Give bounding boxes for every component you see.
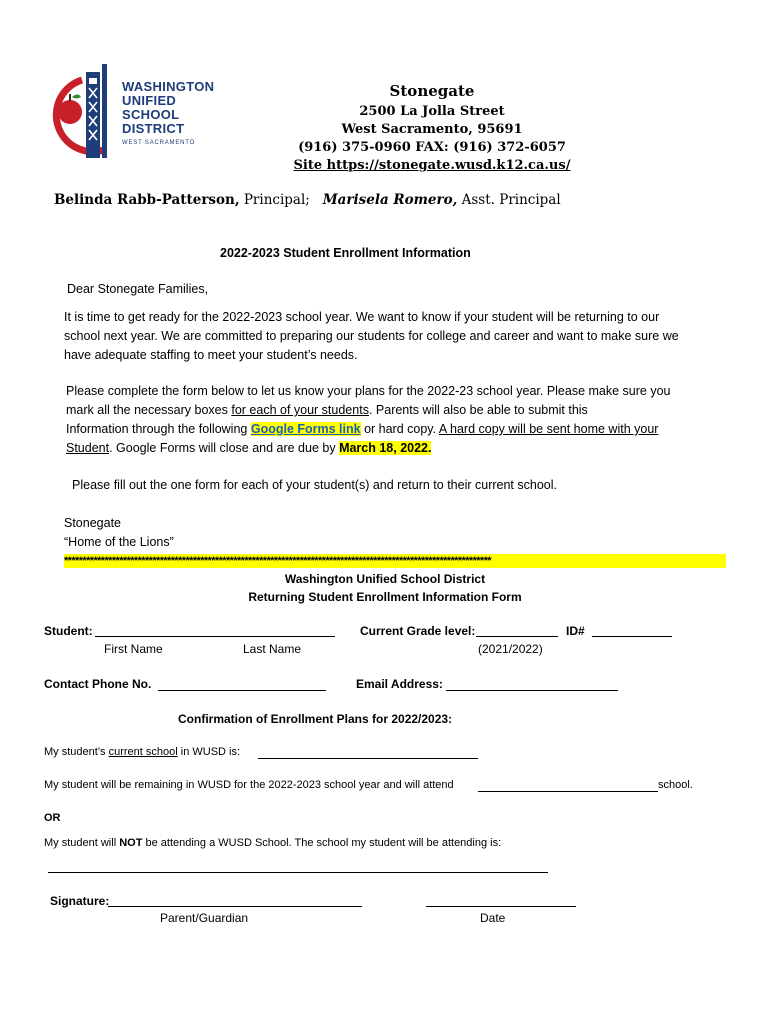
principal-title: Principal; (239, 192, 310, 208)
confirmation-title: Confirmation of Enrollment Plans for 2022/2023: (178, 712, 453, 726)
signature-field[interactable] (108, 906, 362, 907)
school-name: Stonegate (389, 82, 475, 100)
greeting: Dear Stonegate Families, (67, 282, 209, 296)
school-site-link[interactable]: Site https://stonegate.wusd.k12.ca.us/ (293, 158, 571, 173)
not-attending-line (44, 837, 501, 849)
text: be attending a WUSD School. The school my student will be attending is: (142, 837, 502, 849)
school-street: 2500 La Jolla Street (359, 104, 505, 119)
paragraph-3: Please fill out the one form for each of your student(s) and return to their current school. (72, 478, 557, 492)
grade-label: Current Grade level: (360, 624, 476, 638)
logo-line-2: UNIFIED (122, 93, 177, 108)
email-field[interactable] (446, 690, 618, 691)
remain-line-text: My student will be remaining in WUSD for the 2022-2023 school year and will attend (44, 779, 454, 791)
grade-field[interactable] (476, 636, 558, 637)
text: or hard copy. (360, 422, 439, 436)
text: My student will (44, 837, 120, 849)
text: Information through the following (66, 422, 251, 436)
asst-principal-name: Marisela Romero, (322, 192, 458, 208)
not-emphasis: NOT (119, 837, 143, 849)
date-field[interactable] (426, 906, 576, 907)
each-student-emphasis: for each of your students (231, 403, 369, 417)
year-hint: (2021/2022) (478, 642, 543, 656)
remain-line-suffix: school. (658, 779, 693, 791)
divider-asterisks: ******************************************************************************************************************** (64, 554, 726, 568)
school-phone-fax: (916) 375-0960 FAX: (916) 372-6057 (298, 140, 566, 155)
id-field[interactable] (592, 636, 672, 637)
current-school-field[interactable] (258, 758, 478, 759)
due-date: March 18, 2022. (339, 441, 432, 455)
signoff-school: Stonegate (64, 516, 121, 530)
school-city: West Sacramento, 95691 (341, 122, 523, 137)
paragraph-1-line-3: have adequate staffing to meet your student’s needs. (64, 348, 358, 362)
asst-principal-title: Asst. Principal (457, 192, 561, 208)
current-school-line (44, 746, 240, 758)
or-label: OR (44, 812, 61, 824)
form-district: Washington Unified School District (284, 572, 486, 586)
other-school-field[interactable] (48, 872, 548, 873)
parent-guardian-caption: Parent/Guardian (160, 911, 249, 925)
hard-copy-emphasis: A hard copy will be sent home with your (438, 422, 659, 436)
principal-name: Belinda Rabb-Patterson, (54, 192, 240, 208)
student-label: Student: (44, 624, 93, 638)
signoff-motto: “Home of the Lions” (64, 535, 174, 549)
staff-line (54, 192, 561, 208)
logo-line-4: DISTRICT (122, 121, 185, 136)
last-name-caption: Last Name (243, 642, 302, 656)
logo-line-1: WASHINGTON (122, 79, 215, 94)
paragraph-2-line-4 (66, 441, 431, 455)
date-caption: Date (480, 911, 506, 925)
logo-subtitle: WEST SACRAMENTO (122, 140, 196, 146)
remain-school-field[interactable] (478, 791, 658, 792)
first-name-caption: First Name (104, 642, 163, 656)
phone-label: Contact Phone No. (44, 677, 152, 691)
student-name-field[interactable] (95, 636, 335, 637)
paragraph-2-line-1: Please complete the form below to let us know your plans for the 2022-23 school year. Please make sure you (66, 384, 671, 398)
id-label: ID# (566, 624, 585, 638)
paragraph-1-line-2: school next year. We are committed to preparing our students for college and career and want to make sure we (64, 329, 679, 343)
text: . Parents will also be able to submit this (368, 403, 588, 417)
text: Student (66, 441, 110, 455)
form-title: Returning Student Enrollment Information Form (248, 590, 522, 604)
district-seal-icon (46, 64, 120, 160)
text: in WUSD is: (177, 746, 241, 758)
text: . Google Forms will close and are due by (109, 441, 340, 455)
google-forms-link[interactable]: Google Forms link (250, 422, 361, 436)
letter-title: 2022-2023 Student Enrollment Information (220, 246, 471, 260)
phone-field[interactable] (158, 690, 326, 691)
current-school-emphasis: current school (108, 746, 178, 758)
text: My student’s (44, 746, 109, 758)
paragraph-2-line-2 (66, 403, 588, 417)
logo-line-3: SCHOOL (122, 107, 180, 122)
paragraph-1-line-1: It is time to get ready for the 2022-2023 school year. We want to know if your student will be returning to our (64, 310, 660, 324)
email-label: Email Address: (356, 677, 443, 691)
paragraph-2-line-3 (66, 422, 658, 436)
district-logo (46, 64, 236, 160)
signature-label: Signature: (50, 894, 110, 908)
text: mark all the necessary boxes (66, 403, 232, 417)
